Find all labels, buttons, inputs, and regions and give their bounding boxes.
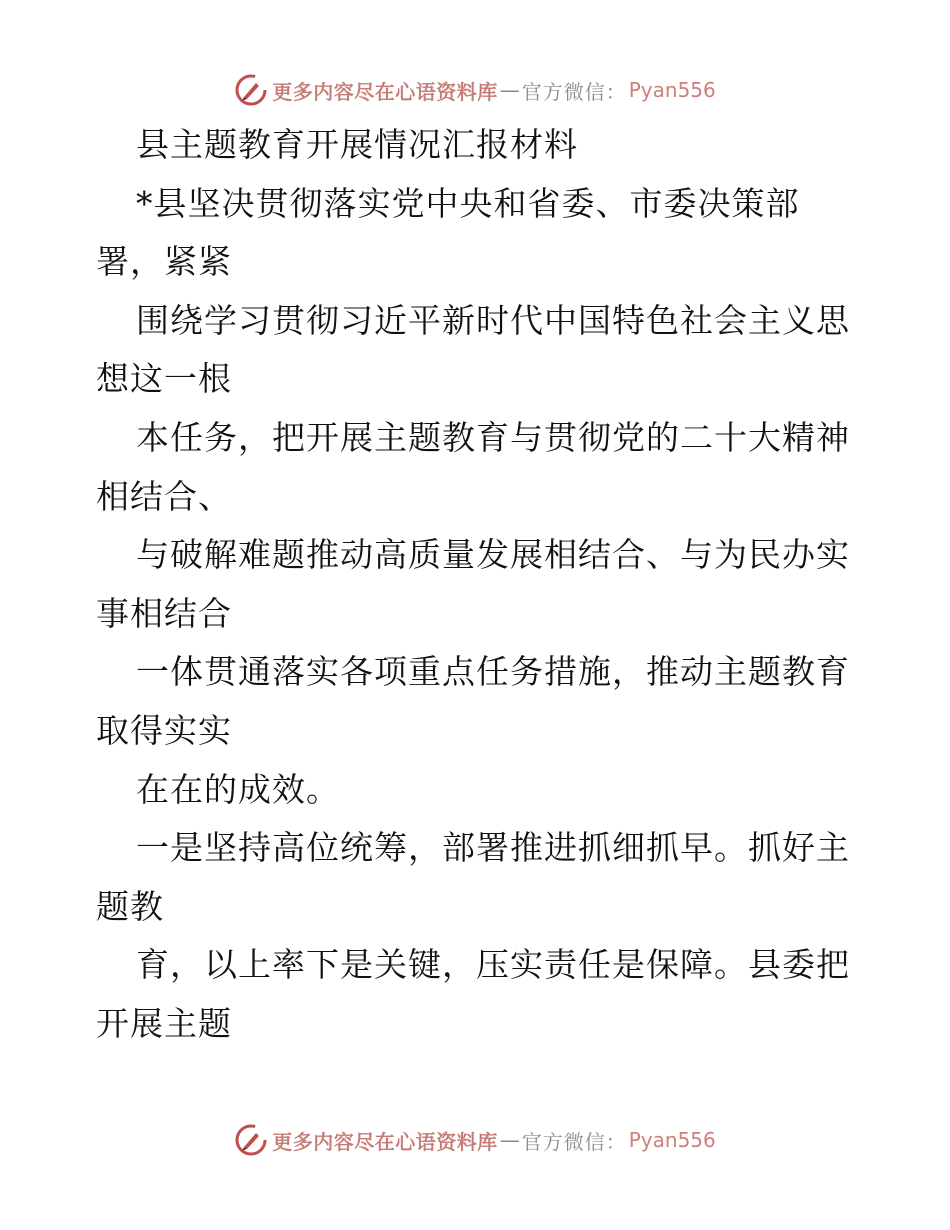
banner-wechat-label: 官方微信： — [521, 79, 627, 104]
banner-wechat-label: 官方微信： — [521, 1129, 627, 1154]
text-line: 一体贯通落实各项重点任务措施，推动主题教育 — [136, 652, 850, 692]
banner-wechat-id: Pyan556 — [628, 78, 716, 102]
footer-banner — [0, 1120, 950, 1160]
text-line: 在在的成效。 — [136, 769, 340, 809]
text-line: 开展主题 — [96, 1003, 232, 1043]
text-line: 事相结合 — [96, 593, 232, 633]
text-line: 围绕学习贯彻习近平新时代中国特色社会主义思 — [136, 300, 850, 340]
banner-separator: — — [499, 1128, 520, 1152]
banner-wechat-id: Pyan556 — [628, 1128, 716, 1152]
text-line: 育，以上率下是关键，压实责任是保障。县委把 — [136, 945, 850, 985]
brand-logo-icon — [234, 1123, 268, 1157]
brand-logo-icon — [234, 73, 268, 107]
document-body — [96, 116, 866, 1054]
text-line: *县坚决贯彻落实党中央和省委、市委决策部 — [136, 183, 800, 223]
header-banner — [0, 70, 950, 110]
text-line: 取得实实 — [96, 710, 232, 750]
text-line: 本任务，把开展主题教育与贯彻党的二十大精神 — [136, 417, 850, 457]
banner-text: 更多内容尽在心语资料库 — [272, 1129, 498, 1154]
text-line: 相结合、 — [96, 476, 232, 516]
text-line: 题教 — [96, 886, 164, 926]
text-line: 县主题教育开展情况汇报材料 — [136, 125, 578, 164]
text-line: 与破解难题推动高质量发展相结合、与为民办实 — [136, 535, 850, 575]
banner-text: 更多内容尽在心语资料库 — [272, 79, 498, 104]
text-line: 想这一根 — [96, 359, 232, 399]
text-line: 署，紧紧 — [96, 242, 232, 282]
text-line: 一是坚持高位统筹，部署推进抓细抓早。抓好主 — [136, 828, 850, 868]
banner-separator: — — [499, 78, 520, 102]
